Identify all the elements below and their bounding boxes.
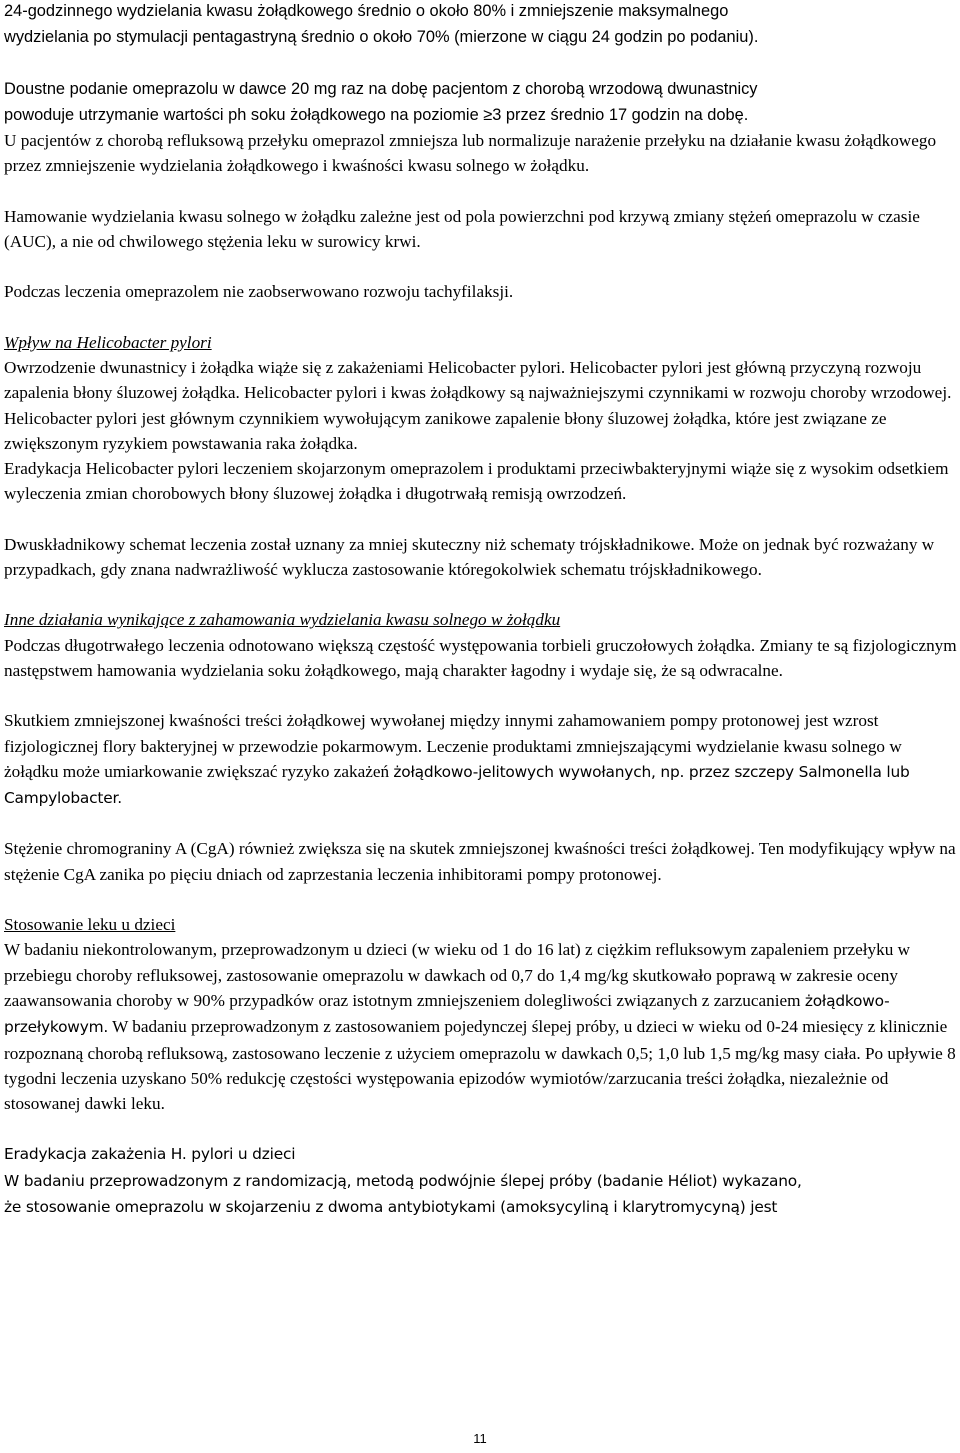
paragraph-children-studies: [4, 937, 959, 1116]
text-run: W badaniu przeprowadzonym z zastosowaniem pojedynczej ślepej próby, u dzieci w wieku od 0-24 miesięcy z klinicznie rozpoznaną chorobą refluksową, zastosowano leczenie z użyciem omeprazolu w dawkach 0,5; 1,0 lub 1,5 mg/kg masy ciała. Po upływie 8 tygodni leczenia uzyskano 50% redukcję częstości występowania epizodów wymiotów/zarzucania treści żołądka, niezależnie od stosowanej dawki leku.: [4, 1017, 956, 1114]
paragraph-bacterial-flora: [4, 708, 959, 811]
heading-text: Eradykacja zakażenia H. pylori u dzieci: [4, 1145, 296, 1164]
text-run: Skutkiem zmniejszonej kwaśności treści żołądkowej wywołanej między innymi zahamowaniem pompy protonowej jest wzrost fizjologicznej flory bakteryjnej w przewodzie pokarmowym. Leczenie produktami zmniejszającymi wydzielanie kwasu solnego w żołądku może umiarkowanie zwiększać ryzyko zakażeń: [4, 711, 902, 781]
paragraph-heliot-study: [4, 1168, 959, 1221]
section-heading-h-pylori-children: [4, 1141, 959, 1167]
paragraph-tachyphylaxis: Podczas leczenia omeprazolem nie zaobserwowano rozwoju tachyfilaksji.: [4, 282, 514, 302]
paragraph-dual-therapy: Dwuskładnikowy schemat leczenia został uznany za mniej skuteczny niż schematy trójskładnikowe. Może on jednak być rozważany w przypadkach, gdy znana nadwrażliwość wyklucza zastosowanie któregokolwiek schematu trójskładnikowego.: [4, 534, 935, 580]
paragraph-eradication: Eradykacja Helicobacter pylori leczeniem skojarzonym omeprazolem i produktami przeciwbakteryjnymi wiąże się z wysokim odsetkiem wyleczenia zmian chorobowych błony śluzowej żołądka i długotrwałą remisją owrzodzeń.: [4, 459, 949, 504]
line: że stosowanie omeprazolu w skojarzeniu z dwoma antybiotykami (amoksycyliną i klarytromycyną) jest: [4, 1197, 778, 1216]
line: powoduje utrzymanie wartości ph soku żołądkowego na poziomie ≥3 przez średnio 17 godzin na dobę.: [4, 105, 749, 124]
text-run: żołądkowo-jelitowych wywołanych, np. przez szczepy Salmonella lub Campylobacter.: [4, 762, 910, 808]
document-page: [4, 0, 959, 1220]
text-run: żołądkowo-przełykowym.: [4, 991, 890, 1037]
paragraph-helicobacter: Owrzodzenie dwunastnicy i żołądka wiąże się z zakażeniami Helicobacter pylori. Helicobacter pylori jest główną przyczyną rozwoju zapalenia błony śluzowej żołądka. Helicobacter pylori i kwas żołądkowy są najważniejszymi czynnikami w rozwoju choroby wrzodowej. Helicobacter pylori jest głównym czynnikiem wywołującym zanikowe zapalenie błony śluzowej żołądka, które jest związane ze zwiększonym ryzykiem powstawania raka żołądka.: [4, 357, 952, 453]
text-run: W badaniu niekontrolowanym, przeprowadzonym u dzieci (w wieku od 1 do 16 lat) z ciężkim refluksowym zapaleniem przełyku w przebiegu choroby refluksowej, zastosowanie omeprazolu w dawkach od 0,7 do 1,4 mg/kg skutkowało poprawą w zakresie oceny zaawansowania choroby w 90% przypadków oraz istotnym zmniejszeniem dolegliwości związanych z zarzucaniem: [4, 940, 911, 1010]
paragraph-chromogranin: Stężenie chromograniny A (CgA) również zwiększa się na skutek zmniejszonej kwaśności treści żołądkowej. Ten modyfikujący wpływ na stężenie CgA zanika po pięciu dniach od zaprzestania leczenia inhibitorami pompy protonowej.: [4, 839, 956, 884]
page-number: 11: [473, 1431, 487, 1446]
paragraph-oral-dose: [4, 76, 959, 129]
line: wydzielania po stymulacji pentagastryną średnio o około 70% (mierzone w ciągu 24 godzin po podaniu).: [4, 28, 759, 47]
paragraph-reflux: U pacjentów z chorobą refluksową przełyku omeprazol zmniejsza lub normalizuje narażenie przełyku na działanie kwasu żołądkowego przez zmniejszenie wydzielania żołądkowego i kwaśności kwasu solnego w żołądku.: [4, 131, 937, 176]
line: Doustne podanie omeprazolu w dawce 20 mg raz na dobę pacjentom z chorobą wrzodową dwunastnicy: [4, 79, 758, 98]
paragraph-gland-cysts: Podczas długotrwałego leczenia odnotowano większą częstość występowania torbieli gruczołowych żołądka. Zmiany te są fizjologicznym następstwem hamowania wydzielania soku żołądkowego, mają charakter łagodny i wydaje się, że są odwracalne.: [4, 635, 957, 680]
line: W badaniu przeprowadzonym z randomizacją, metodą podwójnie ślepej próby (badanie Héliot) wykazano,: [4, 1171, 802, 1190]
section-heading-other-effects: Inne działania wynikające z zahamowania wydzielania kwasu solnego w żołądku: [4, 610, 561, 630]
line: 24-godzinnego wydzielania kwasu żołądkowego średnio o około 80% i zmniejszenie maksymalnego: [4, 2, 729, 20]
paragraph-auc: Hamowanie wydzielania kwasu solnego w żołądku zależne jest od pola powierzchni pod krzywą zmiany stężeń omeprazolu w czasie (AUC), a nie od chwilowego stężenia leku w surowicy krwi.: [4, 206, 920, 252]
section-heading-helicobacter: Wpływ na Helicobacter pylori: [4, 332, 212, 352]
section-heading-children: Stosowanie leku u dzieci: [4, 915, 176, 935]
paragraph-acid-secretion: [4, 0, 959, 51]
